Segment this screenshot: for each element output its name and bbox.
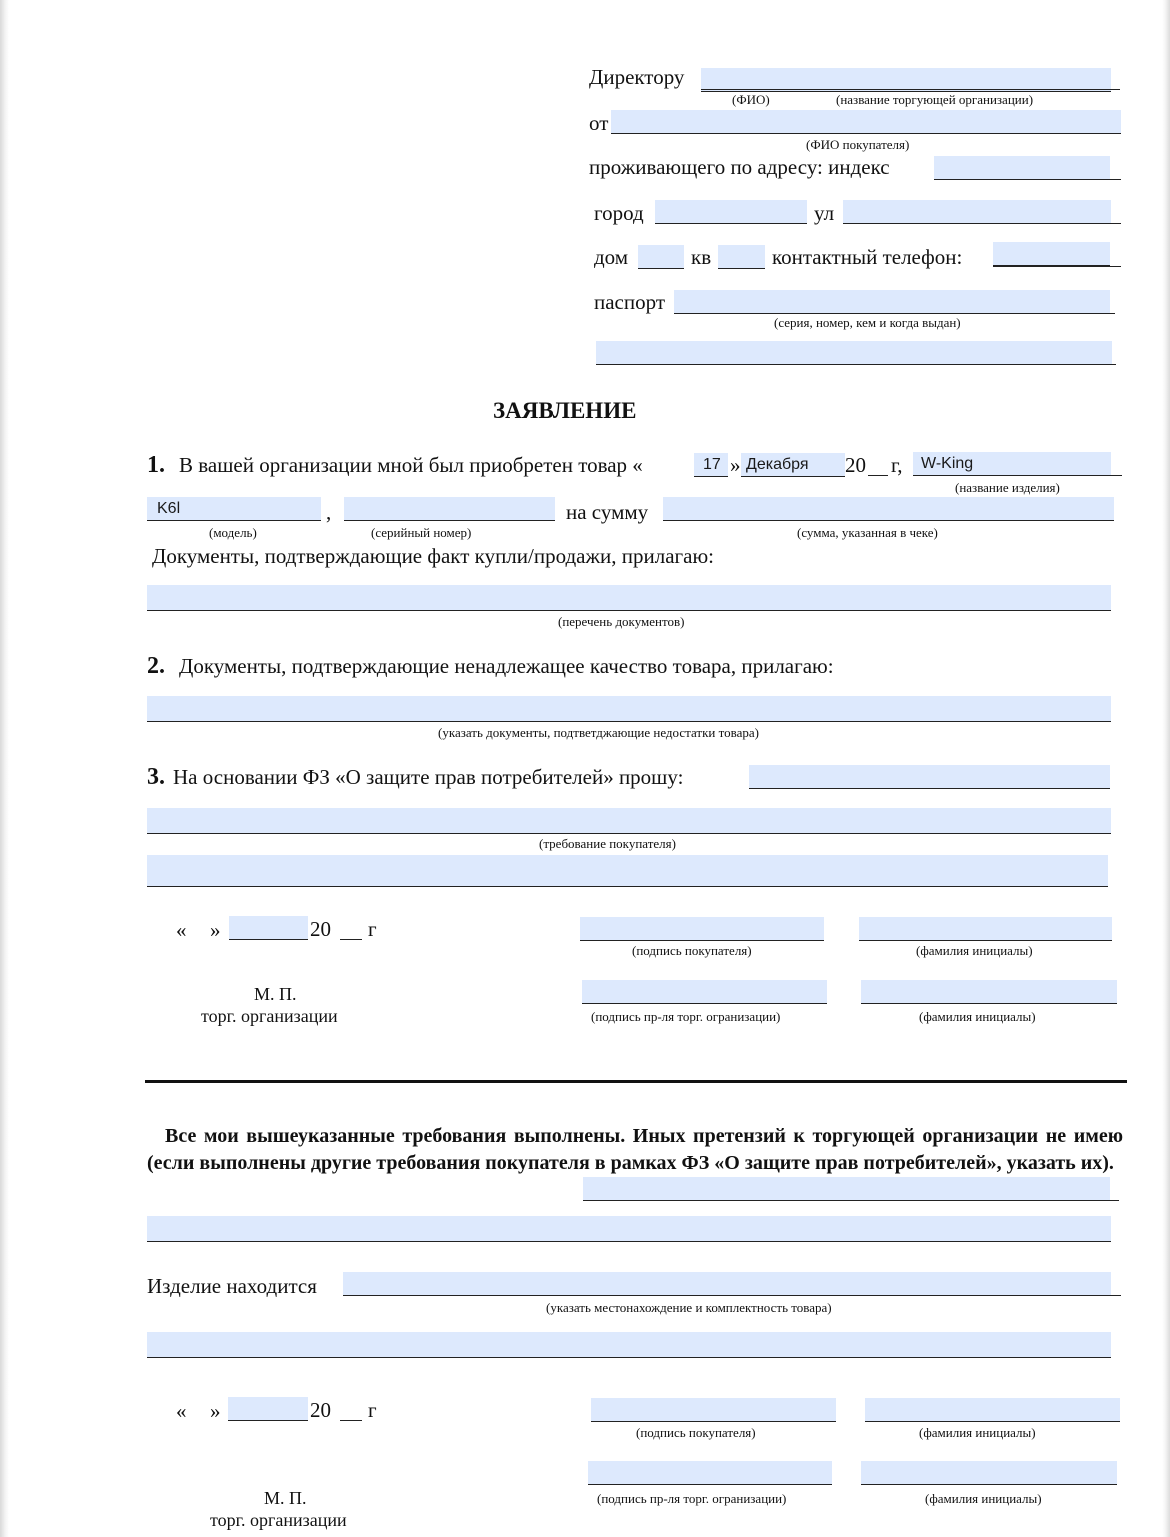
- model-hint: (модель): [209, 525, 257, 540]
- sign1-year-suffix: г: [368, 917, 377, 941]
- purchase-day-value: 17: [703, 456, 721, 473]
- product-name-value: W-King: [921, 455, 974, 472]
- from-label: от: [589, 111, 609, 135]
- postal-index-field[interactable]: [934, 156, 1110, 180]
- model-comma: ,: [326, 500, 332, 524]
- buyer-fio-hint: (ФИО покупателя): [806, 137, 910, 152]
- sign2-buyer-name-field[interactable]: [865, 1398, 1120, 1422]
- fio-hint: (ФИО): [732, 92, 770, 107]
- year-suffix: г,: [891, 453, 903, 477]
- section3-text: На основании ФЗ «О защите прав потребителей» прошу:: [173, 765, 684, 789]
- phone-label: контактный телефон:: [772, 245, 963, 269]
- phone-line: [993, 265, 1121, 267]
- sign1-rep-name-field[interactable]: [861, 980, 1117, 1004]
- passport-field[interactable]: [674, 290, 1110, 314]
- year-prefix: 20: [845, 453, 866, 477]
- sign2-close-quote: »: [210, 1399, 221, 1423]
- location-hint: (указать местонахождение и комплектность товара): [546, 1300, 832, 1315]
- location-label: Изделие находится: [147, 1274, 317, 1298]
- sale-docs-field[interactable]: [147, 585, 1111, 611]
- sign1-rep-signature-field[interactable]: [582, 980, 827, 1004]
- phone-field[interactable]: [993, 242, 1110, 266]
- passport-field-2[interactable]: [596, 341, 1112, 365]
- house-label: дом: [594, 245, 629, 269]
- serial-hint: (серийный номер): [371, 525, 472, 540]
- sign1-buyer-name-hint: (фамилия инициалы): [916, 943, 1033, 958]
- product-name-line: [913, 474, 1122, 476]
- sign1-buyer-signature-hint: (подпись покупателя): [632, 943, 752, 958]
- street-line: [843, 222, 1121, 224]
- section1-text: В вашей организации мной был приобретен товар «: [179, 453, 643, 477]
- section1-close-quote: »: [730, 453, 741, 477]
- section2-text: Документы, подтверждающие ненадлежащее качество товара, прилагаю:: [179, 654, 834, 678]
- sign1-rep-name-hint: (фамилия инициалы): [919, 1009, 1036, 1024]
- sign2-open-quote: «: [176, 1399, 187, 1423]
- sign2-rep-signature-hint: (подпись пр-ля торг. огранизации): [597, 1491, 787, 1506]
- page-title: ЗАЯВЛЕНИЕ: [493, 398, 637, 423]
- sign1-date-field[interactable]: [229, 916, 308, 940]
- other-requirements-field-2[interactable]: [147, 1216, 1111, 1242]
- other-requirements-field[interactable]: [583, 1177, 1110, 1201]
- sum-hint: (сумма, указанная в чеке): [797, 525, 938, 540]
- sign2-year-suffix: г: [368, 1398, 377, 1422]
- section2-number: 2.: [147, 653, 165, 679]
- sign2-rep-signature-field[interactable]: [588, 1461, 832, 1485]
- address-label: проживающего по адресу: индекс: [589, 155, 890, 179]
- product-name-hint: (название изделия): [955, 480, 1060, 495]
- city-field[interactable]: [655, 200, 807, 224]
- section-divider: [145, 1080, 1127, 1083]
- section1-number: 1.: [147, 452, 165, 478]
- sign1-rep-signature-hint: (подпись пр-ля торг. огранизации): [591, 1009, 781, 1024]
- street-label: ул: [814, 201, 835, 225]
- house-field[interactable]: [638, 245, 684, 269]
- section3-number: 3.: [147, 764, 165, 790]
- sum-label: на сумму: [566, 500, 649, 524]
- request-field-3[interactable]: [147, 855, 1108, 887]
- serial-number-field[interactable]: [344, 497, 555, 521]
- docs-text: Документы, подтверждающие факт купли/продажи, прилагаю:: [152, 544, 714, 568]
- request-hint: (требование покупателя): [539, 836, 676, 851]
- sign1-year-line: [340, 939, 362, 940]
- buyer-fio-field[interactable]: [611, 110, 1121, 134]
- street-field[interactable]: [843, 200, 1111, 224]
- sign1-buyer-name-field[interactable]: [859, 917, 1112, 941]
- page-shadow-left: [0, 0, 9, 1537]
- defect-docs-hint: (указать документы, подтветджающие недостатки товара): [438, 725, 759, 740]
- sign1-stamp-org: торг. организации: [201, 1006, 338, 1026]
- purchase-month-value: Декабря: [746, 456, 809, 473]
- sign2-buyer-signature-hint: (подпись покупателя): [636, 1425, 756, 1440]
- sign2-rep-name-hint: (фамилия инициалы): [925, 1491, 1042, 1506]
- sum-field[interactable]: [663, 497, 1114, 521]
- sign1-open-quote: «: [176, 918, 187, 942]
- city-label: город: [594, 201, 644, 225]
- apt-field[interactable]: [718, 245, 765, 269]
- passport-hint: (серия, номер, кем и когда выдан): [774, 315, 961, 330]
- sign1-stamp-mp: М. П.: [254, 984, 297, 1004]
- sign2-buyer-signature-field[interactable]: [591, 1398, 836, 1422]
- director-label: Директору: [589, 65, 685, 89]
- sign2-date-field[interactable]: [228, 1397, 308, 1421]
- model-value: K6l: [157, 500, 181, 517]
- page-shadow-right: [1162, 0, 1170, 1537]
- director-double-line: [701, 89, 1120, 90]
- location-field-2[interactable]: [147, 1332, 1111, 1358]
- sale-docs-hint: (перечень документов): [558, 614, 685, 629]
- sign1-buyer-signature-field[interactable]: [580, 917, 824, 941]
- sign2-year-line: [340, 1420, 362, 1421]
- year-suffix-line: [868, 475, 888, 476]
- sign2-stamp-org: торг. организации: [210, 1510, 347, 1530]
- location-field[interactable]: [343, 1272, 1111, 1296]
- other-requirements-line: [583, 1199, 1119, 1201]
- location-line: [343, 1294, 1121, 1296]
- passport-label: паспорт: [594, 290, 666, 314]
- defect-docs-field[interactable]: [147, 696, 1111, 722]
- request-field-2[interactable]: [147, 808, 1111, 834]
- passport-line: [674, 312, 1115, 314]
- sign2-rep-name-field[interactable]: [861, 1461, 1117, 1485]
- org-hint: (название торгующей организации): [836, 92, 1034, 107]
- sign2-year-prefix: 20: [310, 1398, 331, 1422]
- sign1-close-quote: »: [210, 918, 221, 942]
- postal-index-line: [934, 178, 1121, 180]
- sign2-buyer-name-hint: (фамилия инициалы): [919, 1425, 1036, 1440]
- sign2-stamp-mp: М. П.: [264, 1488, 307, 1508]
- request-field[interactable]: [749, 765, 1110, 789]
- apt-label: кв: [691, 245, 712, 269]
- passport-line-2: [596, 364, 1116, 365]
- closing-statement: Все мои вышеуказанные требования выполнены. Иных претензий к торгующей организации не имею (если выполнены другие требования покупателя в рамках ФЗ «О защите прав потребителей», указать их).: [147, 1125, 1123, 1174]
- sign1-year-prefix: 20: [310, 917, 331, 941]
